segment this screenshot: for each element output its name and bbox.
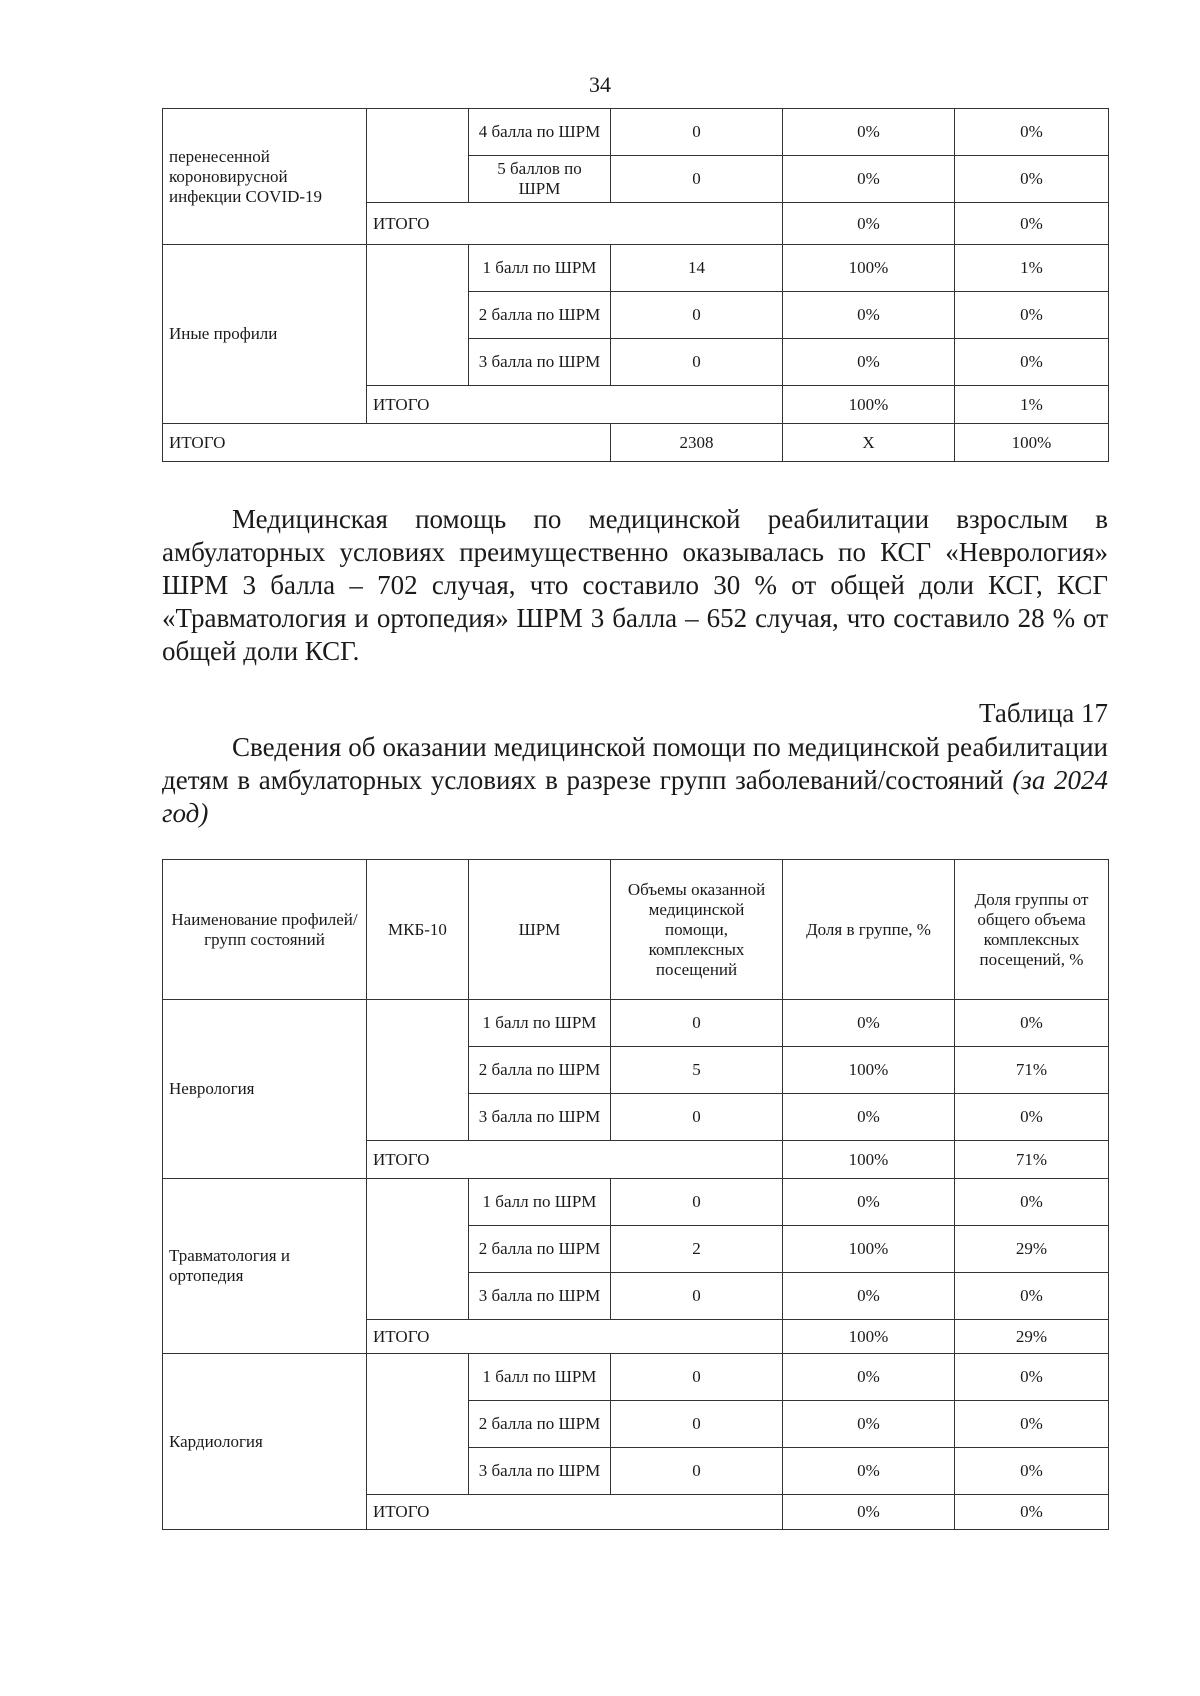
volume-cell: 0 (611, 339, 783, 386)
profile-name: Неврология (163, 1000, 367, 1179)
profile-name: перенесенной короновирусной инфекции COVID-19 (163, 109, 367, 245)
volume-cell: 0 (611, 156, 783, 203)
share-total-cell: 1% (955, 245, 1109, 292)
volume-cell: 0 (611, 292, 783, 339)
header-row (163, 860, 1109, 1000)
shrm-cell: 3 балла по ШРМ (469, 1448, 611, 1495)
volume-cell: 0 (611, 1273, 783, 1320)
subtotal-label: ИТОГО (367, 1495, 783, 1530)
volume-cell: 0 (611, 1094, 783, 1141)
share-total-cell: 71% (955, 1047, 1109, 1094)
table-row (163, 109, 1109, 156)
shrm-cell: 3 балла по ШРМ (469, 1094, 611, 1141)
share-total-cell: 29% (955, 1226, 1109, 1273)
share-group-cell: 100% (783, 1320, 955, 1354)
share-group-cell: 0% (783, 1448, 955, 1495)
share-total-cell: 1% (955, 386, 1109, 424)
shrm-cell: 1 балл по ШРМ (469, 1000, 611, 1047)
subtotal-label: ИТОГО (367, 1141, 783, 1179)
share-total-cell: 100% (955, 424, 1109, 462)
share-total-cell: 0% (955, 1495, 1109, 1530)
share-group-cell: 0% (783, 109, 955, 156)
share-group-cell: 0% (783, 1354, 955, 1401)
share-total-cell: 0% (955, 292, 1109, 339)
grand-total-row (163, 424, 1109, 462)
share-group-cell: 100% (783, 386, 955, 424)
column-header: Наименование профилей/групп состояний (163, 860, 367, 1000)
share-group-cell: 0% (783, 292, 955, 339)
share-group-cell: 100% (783, 1141, 955, 1179)
shrm-cell: 4 балла по ШРМ (469, 109, 611, 156)
mkb-cell (367, 1179, 469, 1320)
shrm-cell: 2 балла по ШРМ (469, 1401, 611, 1448)
column-header: Доля в группе, % (783, 860, 955, 1000)
shrm-cell: 5 баллов по ШРМ (469, 156, 611, 203)
column-header: МКБ-10 (367, 860, 469, 1000)
profile-name: Иные профили (163, 245, 367, 424)
volume-cell: 2308 (611, 424, 783, 462)
shrm-cell: 2 балла по ШРМ (469, 1226, 611, 1273)
volume-cell: 14 (611, 245, 783, 292)
table-17 (162, 859, 1109, 1530)
page-number: 34 (589, 72, 611, 97)
volume-cell: 0 (611, 1354, 783, 1401)
shrm-cell: 3 балла по ШРМ (469, 1273, 611, 1320)
table-heading (162, 731, 1108, 830)
share-group-cell: Х (783, 424, 955, 462)
volume-cell: 0 (611, 1401, 783, 1448)
share-group-cell: 100% (783, 245, 955, 292)
subtotal-label: ИТОГО (367, 203, 783, 245)
share-group-cell: 0% (783, 1179, 955, 1226)
share-group-cell: 100% (783, 1047, 955, 1094)
share-group-cell: 0% (783, 203, 955, 245)
volume-cell: 0 (611, 1448, 783, 1495)
share-total-cell: 0% (955, 1000, 1109, 1047)
volume-cell: 5 (611, 1047, 783, 1094)
share-total-cell: 0% (955, 1401, 1109, 1448)
shrm-cell: 2 балла по ШРМ (469, 1047, 611, 1094)
subtotal-label: ИТОГО (367, 1320, 783, 1354)
share-total-cell: 0% (955, 1094, 1109, 1141)
shrm-cell: 1 балл по ШРМ (469, 245, 611, 292)
share-total-cell: 0% (955, 1179, 1109, 1226)
column-header: Доля группы от общего объема комплексных посещений, % (955, 860, 1109, 1000)
shrm-cell: 2 балла по ШРМ (469, 292, 611, 339)
shrm-cell: 1 балл по ШРМ (469, 1354, 611, 1401)
table-row (163, 1179, 1109, 1226)
share-total-cell: 0% (955, 203, 1109, 245)
share-total-cell: 0% (955, 109, 1109, 156)
share-group-cell: 100% (783, 1226, 955, 1273)
mkb-cell (367, 1000, 469, 1141)
table-caption: Таблица 17 (979, 698, 1108, 728)
share-group-cell: 0% (783, 1495, 955, 1530)
mkb-cell (367, 109, 469, 203)
share-group-cell: 0% (783, 1401, 955, 1448)
continuation-table (162, 108, 1109, 462)
volume-cell: 0 (611, 1000, 783, 1047)
subtotal-label: ИТОГО (367, 386, 783, 424)
volume-cell: 0 (611, 109, 783, 156)
profile-name: Кардиология (163, 1354, 367, 1530)
mkb-cell (367, 1354, 469, 1495)
share-total-cell: 0% (955, 1354, 1109, 1401)
table-heading-period: (за 2024 год) (162, 765, 1109, 828)
share-group-cell: 0% (783, 1094, 955, 1141)
share-total-cell: 0% (955, 339, 1109, 386)
column-header: ШРМ (469, 860, 611, 1000)
profile-name: Травматология и ортопедия (163, 1179, 367, 1354)
table-heading-text: Сведения об оказании медицинской помощи по медицинской реабилитации детям в амбулаторных условиях в разрезе групп заболеваний/состояний (162, 732, 1108, 795)
share-total-cell: 0% (955, 1273, 1109, 1320)
shrm-cell: 3 балла по ШРМ (469, 339, 611, 386)
grand-total-label: ИТОГО (163, 424, 611, 462)
volume-cell: 2 (611, 1226, 783, 1273)
mkb-cell (367, 245, 469, 386)
share-total-cell: 0% (955, 156, 1109, 203)
share-group-cell: 0% (783, 156, 955, 203)
share-group-cell: 0% (783, 1000, 955, 1047)
volume-cell: 0 (611, 1179, 783, 1226)
shrm-cell: 1 балл по ШРМ (469, 1179, 611, 1226)
column-header: Объемы оказанной медицинской помощи, комплексных посещений (611, 860, 783, 1000)
table-row (163, 1354, 1109, 1401)
share-total-cell: 0% (955, 1448, 1109, 1495)
table-row (163, 245, 1109, 292)
share-total-cell: 29% (955, 1320, 1109, 1354)
share-group-cell: 0% (783, 339, 955, 386)
table-row (163, 1000, 1109, 1047)
share-total-cell: 71% (955, 1141, 1109, 1179)
share-group-cell: 0% (783, 1273, 955, 1320)
body-paragraph: Медицинская помощь по медицинской реабилитации взрослым в амбулаторных условиях преимущественно оказывалась по КСГ «Неврология» ШРМ 3 балла – 702 случая, что составило 30 % от общей доли КСГ, КСГ «Травматология и ортопедия» ШРМ 3 балла – 652 случая, что составило 28 % от общей доли КСГ. (162, 504, 1108, 666)
